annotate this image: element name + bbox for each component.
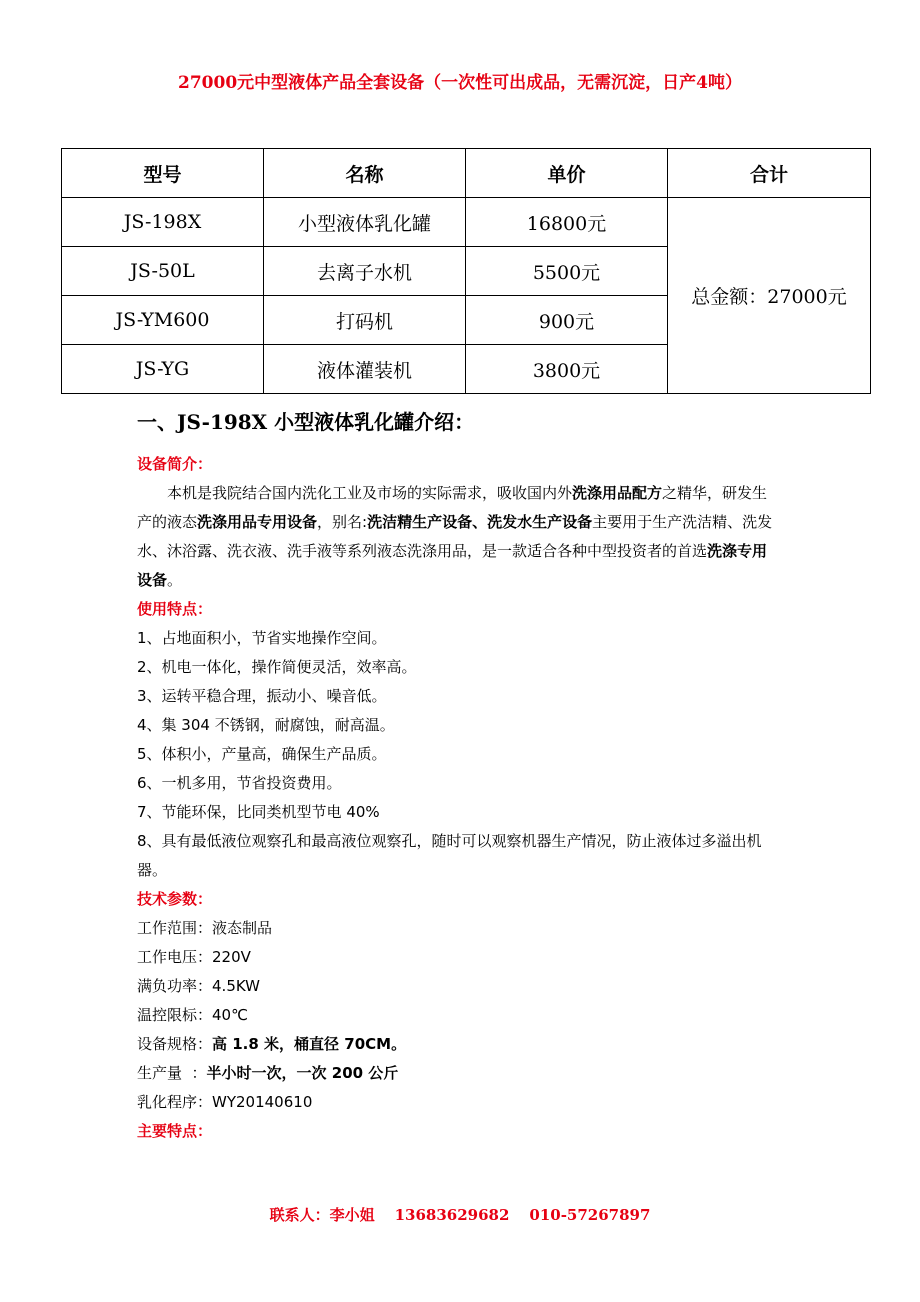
intro-paragraph: [137, 479, 782, 595]
header-name: 名称: [264, 149, 466, 198]
spec-value: 液态制品: [212, 919, 273, 937]
header-model: 型号: [62, 149, 264, 198]
spec-key: 设备规格：: [137, 1035, 213, 1053]
feature-item: 6、一机多用，节省投资费用。: [137, 774, 342, 792]
main-features-label: 主要特点：: [137, 1122, 213, 1140]
table-header-row: [62, 149, 871, 198]
page-title: 27000元中型液体产品全套设备（一次性可出成品，无需沉淀，日产4吨）: [178, 73, 742, 93]
cell-name: 打码机: [264, 296, 466, 345]
cell-model: JS-198X: [62, 198, 264, 247]
intro-text: 。: [167, 571, 183, 589]
cell-total: 总金额：27000元: [668, 198, 871, 394]
header-total: 合计: [668, 149, 871, 198]
content-body: [137, 450, 782, 1146]
spec-value: 高 1.8 米，桶直径 70CM。: [212, 1035, 407, 1053]
spec-key: 工作范围：: [137, 919, 213, 937]
price-table: [61, 148, 871, 394]
intro-bold: 洗涤用品专用设备: [197, 513, 318, 531]
specs-label: 技术参数：: [137, 890, 213, 908]
spec-key: 工作电压：: [137, 948, 213, 966]
cell-model: JS-YG: [62, 345, 264, 394]
feature-item: 1、占地面积小，节省实地操作空间。: [137, 629, 387, 647]
intro-bold: 洗洁精生产设备、洗发水生产设备: [367, 513, 593, 531]
contact-phone: 010-57267897: [529, 1206, 651, 1224]
spec-value: 4.5KW: [212, 977, 261, 995]
intro-text: 之精华，研发生产的液态: [137, 484, 768, 531]
cell-name: 液体灌装机: [264, 345, 466, 394]
intro-text: 主要用于生产洗洁精、洗发水、沐浴露、洗衣液、洗手液等系列液态洗涤用品，是一款适合各种中型投资者的首选: [137, 513, 773, 560]
feature-item: 8、具有最低液位观察孔和最高液位观察孔，随时可以观察机器生产情况，防止液体过多溢出机器。: [137, 832, 762, 879]
cell-name: 去离子水机: [264, 247, 466, 296]
section-heading: 一、JS-198X 小型液体乳化罐介绍：: [137, 410, 475, 434]
feature-item: 7、节能环保，比同类机型节电 40%: [137, 803, 380, 821]
cell-name: 小型液体乳化罐: [264, 198, 466, 247]
features-label: 使用特点：: [137, 600, 213, 618]
intro-bold: 洗涤用品配方: [572, 484, 663, 502]
spec-key: 生产量 ：: [137, 1064, 207, 1082]
contact-person: 联系人：李小姐: [269, 1206, 375, 1224]
spec-row: [137, 1030, 782, 1059]
contact-mobile: 13683629682: [394, 1206, 510, 1224]
cell-price: 900元: [466, 296, 668, 345]
feature-item: 4、集 304 不锈钢，耐腐蚀，耐高温。: [137, 716, 395, 734]
spec-value: 40℃: [212, 1006, 248, 1024]
spec-key: 温控限标：: [137, 1006, 213, 1024]
intro-text: 本机是我院结合国内洗化工业及市场的实际需求，吸收国内外: [167, 484, 573, 502]
cell-price: 5500元: [466, 247, 668, 296]
cell-model: JS-YM600: [62, 296, 264, 345]
spec-row: [137, 1001, 782, 1030]
intro-label: 设备简介：: [137, 455, 213, 473]
table-row: [62, 198, 871, 247]
cell-price: 16800元: [466, 198, 668, 247]
header-price: 单价: [466, 149, 668, 198]
spec-key: 满负功率：: [137, 977, 213, 995]
spec-value: 220V: [212, 948, 251, 966]
spec-row: [137, 1059, 782, 1088]
feature-item: 2、机电一体化，操作简便灵活，效率高。: [137, 658, 417, 676]
feature-item: 5、体积小，产量高，确保生产品质。: [137, 745, 387, 763]
spec-row: [137, 1088, 782, 1117]
cell-price: 3800元: [466, 345, 668, 394]
spec-row: [137, 972, 782, 1001]
cell-model: JS-50L: [62, 247, 264, 296]
spec-value: 半小时一次，一次 200 公斤: [206, 1064, 399, 1082]
spec-row: [137, 914, 782, 943]
intro-bold: 洗涤专用设备: [137, 542, 768, 589]
spec-key: 乳化程序：: [137, 1093, 213, 1111]
intro-text: ，别名:: [317, 513, 368, 531]
spec-row: [137, 943, 782, 972]
footer-contact: [0, 1204, 920, 1225]
feature-item: 3、运转平稳合理，振动小、噪音低。: [137, 687, 387, 705]
spec-value: WY20140610: [212, 1093, 313, 1111]
